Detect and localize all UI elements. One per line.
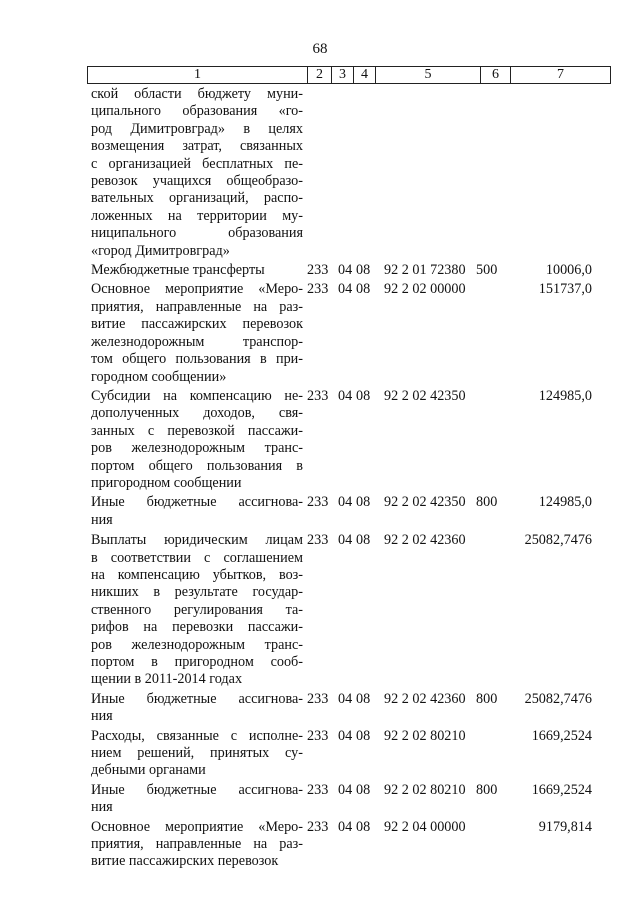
- description-line: Расходы, связанные с исполне-: [91, 727, 303, 744]
- amount-value: 151737,0: [538, 281, 592, 298]
- subsection-code: 08: [356, 781, 371, 798]
- section-code: 04: [338, 532, 353, 549]
- header-col-5: 5: [376, 67, 481, 83]
- amount-value: 124985,0: [538, 494, 592, 511]
- description-line: нием решений, принятых су-: [91, 745, 303, 762]
- table-row: [0, 388, 640, 492]
- header-col-3: 3: [332, 67, 354, 83]
- description-line: занных с перевозкой пассажи-: [91, 422, 303, 439]
- target-article-code: 92 2 01 72380: [384, 262, 466, 279]
- section-code: 04: [338, 727, 353, 744]
- section-code: 04: [338, 690, 353, 707]
- description-line: возмещения затрат, связанных: [91, 138, 303, 155]
- description-line: ров железнодорожным транс-: [91, 636, 303, 653]
- admin-code: 233: [307, 532, 329, 549]
- target-article-code: 92 2 02 42360: [384, 532, 466, 549]
- description-line: щении в 2011-2014 годах: [91, 671, 243, 688]
- description-line: портом в пригородном сооб-: [91, 654, 303, 670]
- description-line: на компенсацию убытков, воз-: [91, 566, 303, 583]
- target-article-code: 92 2 02 80210: [384, 727, 466, 744]
- header-col-7: 7: [557, 67, 564, 82]
- admin-code: 233: [307, 781, 329, 798]
- description-line: Субсидии на компенсацию не-: [91, 387, 303, 404]
- row-description: [91, 281, 303, 385]
- table-row: [0, 819, 640, 871]
- table-row: [0, 782, 640, 817]
- section-code: 04: [338, 781, 353, 798]
- description-line: Межбюджетные трансферты: [91, 262, 265, 279]
- description-line: ниципального образования: [91, 225, 303, 242]
- description-line: том общего пользования в при-: [91, 351, 303, 368]
- subsection-code: 08: [356, 494, 371, 511]
- table-row: [0, 494, 640, 529]
- description-line: Основное мероприятие «Меро-: [91, 281, 303, 298]
- subsection-code: 08: [356, 818, 371, 835]
- target-article-code: 92 2 02 00000: [384, 281, 466, 298]
- admin-code: 233: [307, 387, 329, 404]
- expense-type-code: 800: [476, 494, 498, 511]
- description-line: ственного регулирования та-: [91, 601, 303, 618]
- target-article-code: 92 2 02 42350: [384, 387, 466, 404]
- row-description: [91, 782, 303, 817]
- description-line: Основное мероприятие «Меро-: [91, 818, 303, 835]
- description-line: портом общего пользования в: [91, 457, 303, 474]
- description-line: Иные бюджетные ассигнова-: [91, 494, 303, 511]
- description-line: Иные бюджетные ассигнова-: [91, 690, 303, 707]
- description-line: приятия, направленные на раз-: [91, 298, 303, 315]
- row-description: [91, 819, 303, 871]
- table-body: [0, 86, 640, 871]
- subsection-code: 08: [356, 532, 371, 549]
- description-line: витие пассажирских перевозок: [91, 853, 279, 870]
- description-line: род Димитровград» в целях: [91, 120, 303, 137]
- amount-value: 1669,2524: [531, 781, 592, 798]
- section-code: 04: [338, 281, 353, 298]
- expense-type-code: 500: [476, 262, 498, 279]
- description-line: пригородном сообщении: [91, 474, 242, 491]
- row-description: [91, 532, 303, 689]
- table-row: [0, 281, 640, 385]
- description-line: ложенных на территории му-: [91, 207, 303, 224]
- section-code: 04: [338, 262, 353, 279]
- description-line: городном сообщении»: [91, 368, 227, 385]
- section-code: 04: [338, 387, 353, 404]
- subsection-code: 08: [356, 281, 371, 298]
- description-line: дебными органами: [91, 762, 206, 779]
- description-line: ципального образования «го-: [91, 103, 303, 120]
- amount-value: 10006,0: [545, 262, 592, 279]
- description-line: ния: [91, 511, 113, 528]
- header-col-1: 1: [88, 67, 308, 83]
- page-number: 68: [312, 41, 328, 57]
- target-article-code: 92 2 02 42350: [384, 494, 466, 511]
- description-line: ской области бюджету муни-: [91, 86, 303, 102]
- table-row: [0, 728, 640, 780]
- header-col-6: 6: [481, 67, 511, 83]
- description-line: никших в результате государ-: [91, 584, 303, 601]
- table-row: [0, 262, 640, 279]
- admin-code: 233: [307, 690, 329, 707]
- description-line: Выплаты юридическим лицам: [91, 532, 303, 549]
- table-row: [0, 691, 640, 726]
- description-line: вательных организаций, распо-: [91, 190, 303, 207]
- description-line: рифов на перевозки пассажи-: [91, 619, 303, 636]
- admin-code: 233: [307, 727, 329, 744]
- row-description: [91, 494, 303, 529]
- subsection-code: 08: [356, 690, 371, 707]
- target-article-code: 92 2 02 80210: [384, 781, 466, 798]
- description-line: ревозок учащихся общеобразо-: [91, 173, 303, 190]
- table-row: [0, 532, 640, 689]
- table-row: [0, 86, 640, 260]
- description-line: Иные бюджетные ассигнова-: [91, 781, 303, 798]
- row-description: [91, 388, 303, 492]
- description-line: с организацией бесплатных пе-: [91, 155, 303, 172]
- amount-value: 1669,2524: [531, 727, 592, 744]
- row-description: [91, 728, 303, 780]
- subsection-code: 08: [356, 727, 371, 744]
- row-description: [91, 86, 303, 260]
- header-col-2: 2: [308, 67, 332, 83]
- description-line: в соответствии с соглашением: [91, 549, 303, 566]
- section-code: 04: [338, 818, 353, 835]
- row-description: [91, 262, 303, 279]
- description-line: дополученных доходов, свя-: [91, 405, 303, 422]
- target-article-code: 92 2 02 42360: [384, 690, 466, 707]
- admin-code: 233: [307, 494, 329, 511]
- subsection-code: 08: [356, 387, 371, 404]
- expense-type-code: 800: [476, 781, 498, 798]
- target-article-code: 92 2 04 00000: [384, 818, 466, 835]
- admin-code: 233: [307, 281, 329, 298]
- description-line: ния: [91, 799, 113, 816]
- admin-code: 233: [307, 818, 329, 835]
- description-line: ния: [91, 708, 113, 725]
- description-line: витие пассажирских перевозок: [91, 316, 303, 333]
- amount-value: 25082,7476: [524, 532, 592, 549]
- expense-type-code: 800: [476, 690, 498, 707]
- admin-code: 233: [307, 262, 329, 279]
- description-line: приятия, направленные на раз-: [91, 836, 303, 853]
- section-code: 04: [338, 494, 353, 511]
- amount-value: 25082,7476: [524, 690, 592, 707]
- row-description: [91, 691, 303, 726]
- description-line: железнодорожным транспор-: [91, 333, 303, 350]
- subsection-code: 08: [356, 262, 371, 279]
- description-line: «город Димитровград»: [91, 242, 230, 259]
- header-col-4: 4: [354, 67, 376, 83]
- table-header: [87, 66, 611, 84]
- amount-value: 9179,814: [538, 818, 592, 835]
- amount-value: 124985,0: [538, 387, 592, 404]
- description-line: ров железнодорожным транс-: [91, 440, 303, 457]
